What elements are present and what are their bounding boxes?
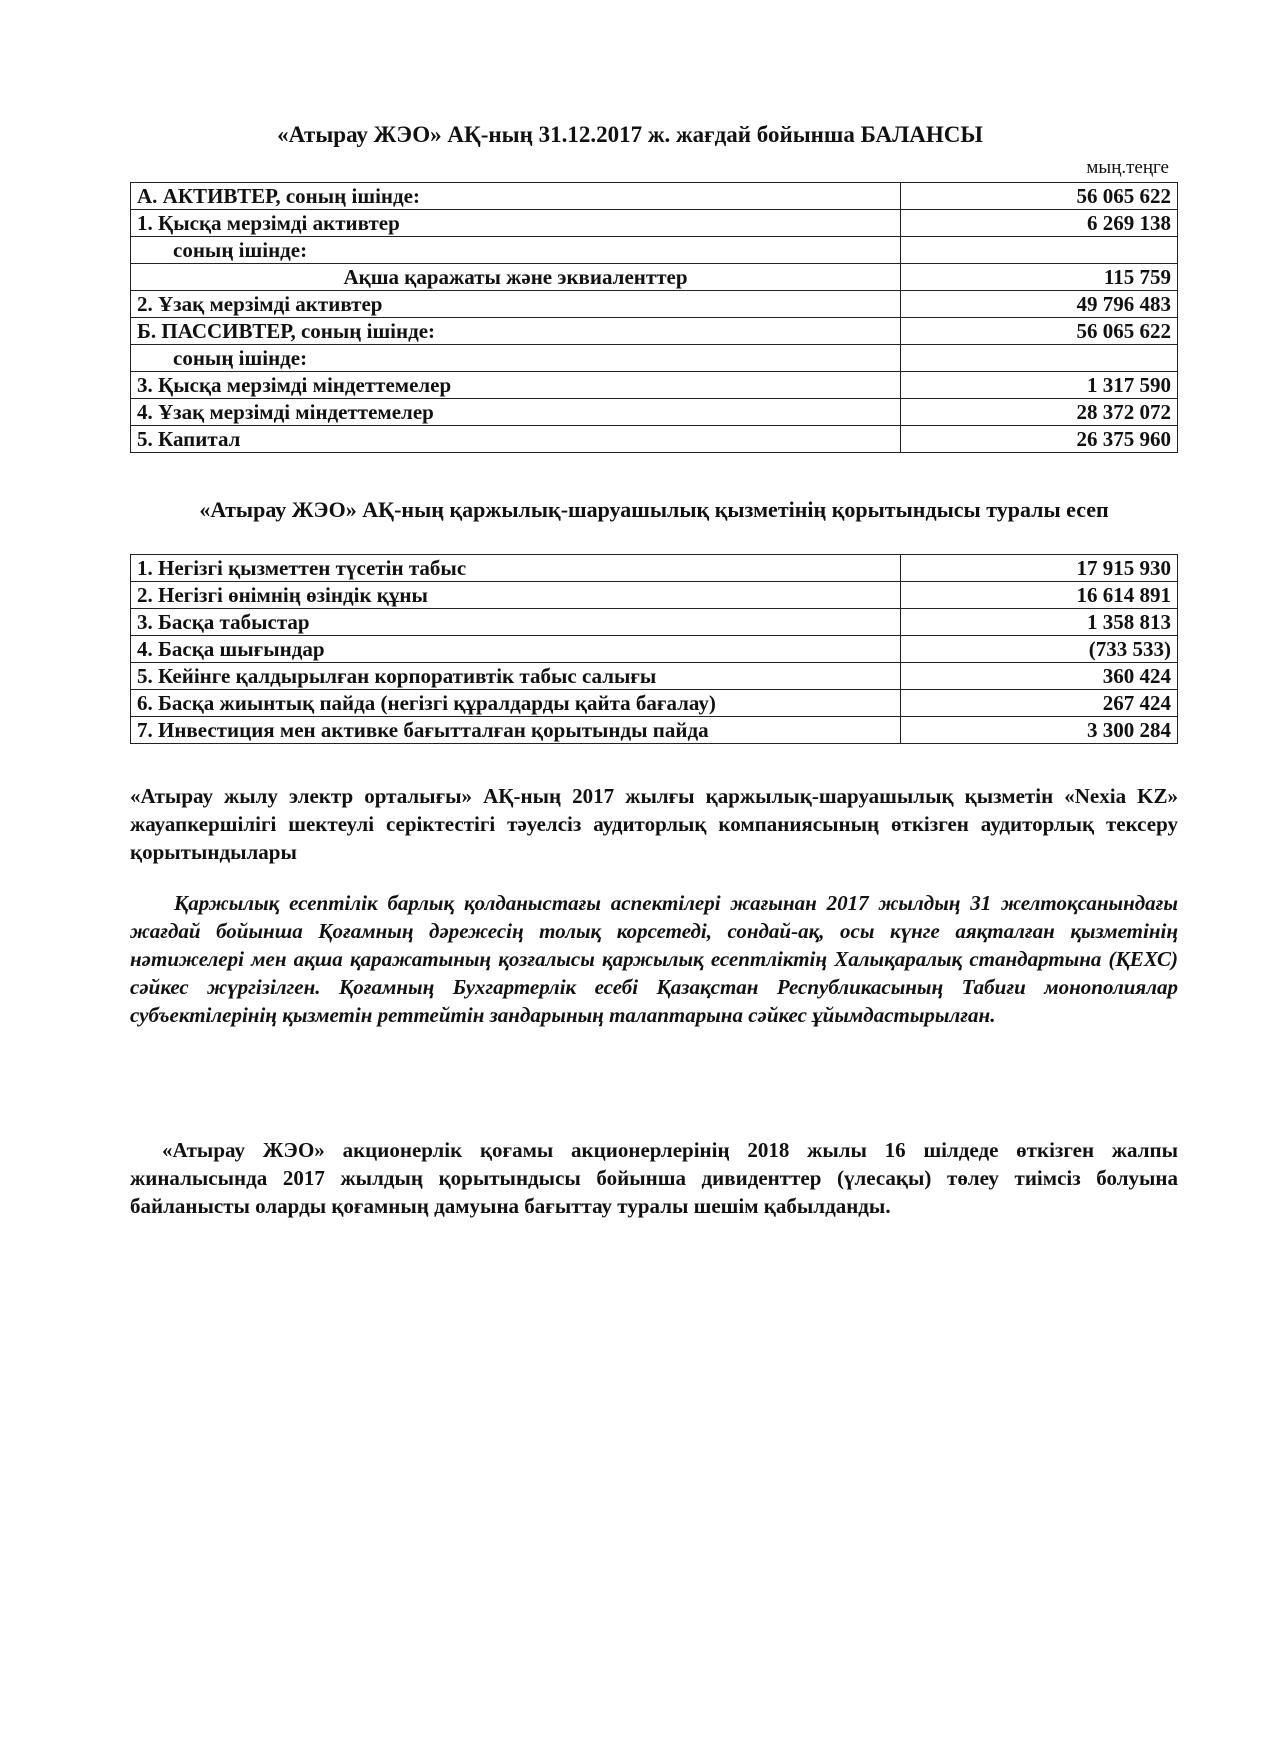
- row-label: соның ішінде:: [131, 345, 901, 372]
- table-row: [131, 399, 1178, 426]
- table-row: [131, 426, 1178, 453]
- row-value: 3 300 284: [901, 717, 1178, 744]
- audit-heading: «Атырау жылу электр орталығы» АҚ-ның 2017 жылғы қаржылық-шаруашылық қызметін «Nexia KZ» жауапкершілігі шектеулі серіктестігі тәуелсіз аудиторлық компаниясының өткізген аудиторлық тексеру қорытындылары: [130, 784, 1178, 864]
- balance-table: [130, 182, 1178, 453]
- row-label: А. АКТИВТЕР, соның ішінде:: [131, 183, 901, 210]
- row-label: 7. Инвестиция мен активке бағытталған қорытынды пайда: [131, 717, 901, 744]
- table-row: [131, 345, 1178, 372]
- row-label: 4. Басқа шығындар: [131, 636, 901, 663]
- row-value: 267 424: [901, 690, 1178, 717]
- row-label: 1. Негізгі қызметтен түсетін табыс: [131, 555, 901, 582]
- row-value: (733 533): [901, 636, 1178, 663]
- row-value: 16 614 891: [901, 582, 1178, 609]
- table-row: [131, 372, 1178, 399]
- row-value: 6 269 138: [901, 210, 1178, 237]
- row-value: [901, 237, 1178, 264]
- table-row: [131, 663, 1178, 690]
- table-row: [131, 318, 1178, 345]
- row-value: [901, 345, 1178, 372]
- results-table: [130, 554, 1178, 744]
- audit-opinion: Қаржылық есептілік барлық қолданыстағы аспектілері жағынан 2017 жылдың 31 желтоқсанындағы жағдай бойынша Қоғамның дәрежесің толық корсетеді, сондай-ақ, осы күнге аяқталған қызметінің нәтижелері мен ақша қаражатының қозғалысы қаржылық есептліктің Халықаралық стандартына (ҚЕХС) сәйкес жүргізілген. Қоғамның Бухгартерлік есебі Қазақстан Республикасының Табиғи монополиялар субъектілерінің қызметін реттейтін зандарының талаптарына сәйкес ұйымдастырылған.: [130, 891, 1178, 1027]
- row-label: 5. Капитал: [131, 426, 901, 453]
- row-label: 2. Ұзақ мерзімді активтер: [131, 291, 901, 318]
- row-value: 49 796 483: [901, 291, 1178, 318]
- row-label: 1. Қысқа мерзімді активтер: [131, 210, 901, 237]
- row-value: 26 375 960: [901, 426, 1178, 453]
- table-row: [131, 210, 1178, 237]
- row-value: 17 915 930: [901, 555, 1178, 582]
- row-label: 3. Қысқа мерзімді міндеттемелер: [131, 372, 901, 399]
- row-value: 28 372 072: [901, 399, 1178, 426]
- dividends-note: «Атырау ЖЭО» акционерлік қоғамы акционерлерінің 2018 жылы 16 шілдеде өткізген жалпы жиналысында 2017 жылдың қорытындысы бойынша дивиденттер (үлесақы) төлеу тиімсіз болуына байланысты оларды қоғамның дамуына бағыттау туралы шешім қабылданды.: [130, 1138, 1178, 1218]
- table-row: [131, 717, 1178, 744]
- row-label: 3. Басқа табыстар: [131, 609, 901, 636]
- row-label: 5. Кейінге қалдырылған корпоративтік табыс салығы: [131, 663, 901, 690]
- row-value: 56 065 622: [901, 183, 1178, 210]
- row-label: 6. Басқа жиынтық пайда (негізгі құралдарды қайта бағалау): [131, 690, 901, 717]
- row-label: Б. ПАССИВТЕР, соның ішінде:: [131, 318, 901, 345]
- row-value: 360 424: [901, 663, 1178, 690]
- table-row: [131, 555, 1178, 582]
- table-row: [131, 237, 1178, 264]
- table-row: [131, 582, 1178, 609]
- table-row: [131, 690, 1178, 717]
- currency-unit: мың.теңге: [1086, 157, 1169, 178]
- row-value: 115 759: [901, 264, 1178, 291]
- row-value: 56 065 622: [901, 318, 1178, 345]
- table-row: [131, 291, 1178, 318]
- row-value: 1 358 813: [901, 609, 1178, 636]
- table-row: [131, 183, 1178, 210]
- balance-title: «Атырау ЖЭО» АҚ-ның 31.12.2017 ж. жағдай бойынша БАЛАНСЫ: [277, 122, 983, 147]
- row-label: 2. Негізгі өнімнің өзіндік құны: [131, 582, 901, 609]
- row-label: Ақша қаражаты және эквиаленттер: [131, 264, 901, 291]
- table-row: [131, 264, 1178, 291]
- table-row: [131, 636, 1178, 663]
- row-label: соның ішінде:: [131, 237, 901, 264]
- table-row: [131, 609, 1178, 636]
- row-value: 1 317 590: [901, 372, 1178, 399]
- row-label: 4. Ұзақ мерзімді міндеттемелер: [131, 399, 901, 426]
- results-title: «Атырау ЖЭО» АҚ-ның қаржылық-шаруашылық қызметінің қорытындысы туралы есеп: [199, 497, 1109, 522]
